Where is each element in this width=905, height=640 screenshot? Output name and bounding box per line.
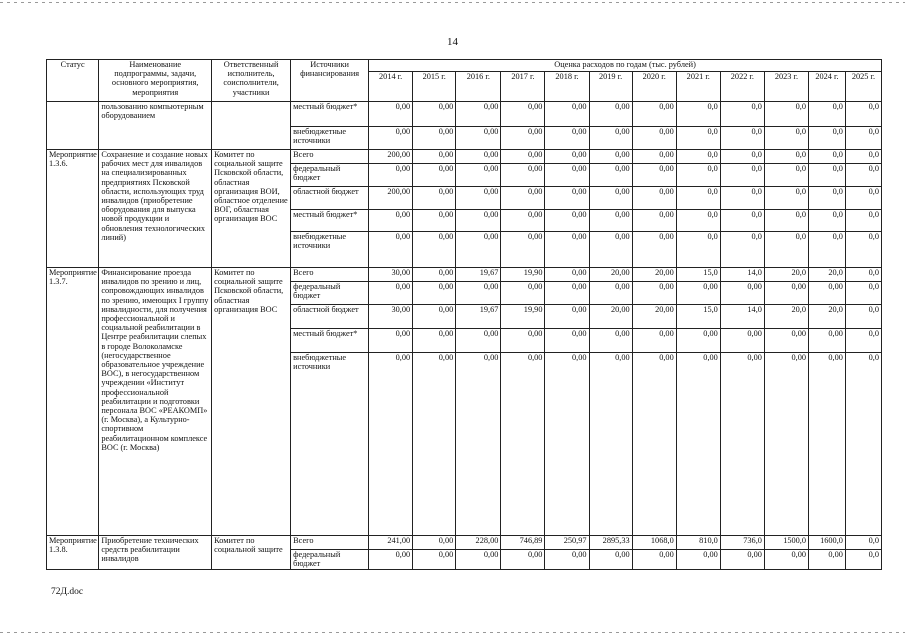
source-cell: внебюджетные источники bbox=[291, 232, 369, 268]
header-estimate: Оценка расходов по годам (тыс. рублей) bbox=[369, 60, 882, 72]
value-cell: 15,0 bbox=[676, 305, 720, 329]
value-cell: 20,00 bbox=[632, 305, 676, 329]
source-cell: местный бюджет* bbox=[291, 102, 369, 127]
value-cell: 0,0 bbox=[845, 232, 881, 268]
value-cell: 0,00 bbox=[632, 353, 676, 536]
value-cell: 746,89 bbox=[501, 536, 545, 550]
value-cell: 19,67 bbox=[456, 305, 501, 329]
value-cell: 20,0 bbox=[764, 305, 808, 329]
value-cell: 0,00 bbox=[589, 127, 632, 150]
value-cell: 0,00 bbox=[809, 282, 846, 305]
value-cell: 0,00 bbox=[545, 102, 589, 127]
page-number: 14 bbox=[447, 36, 458, 48]
value-cell: 0,00 bbox=[413, 102, 456, 127]
source-cell: внебюджетные источники bbox=[291, 127, 369, 150]
name-cell: Сохранение и создание новых рабочих мест для инвалидов на специализированных предприятиях Псковской области, использующих труд инвалидов (приобретение оборудования для выпуска новой продукции и обновления технологических линий) bbox=[99, 150, 212, 268]
value-cell: 0,0 bbox=[845, 305, 881, 329]
header-year: 2023 г. bbox=[764, 72, 808, 102]
source-cell: внебюджетные источники bbox=[291, 353, 369, 536]
value-cell: 0,00 bbox=[632, 232, 676, 268]
value-cell: 0,00 bbox=[720, 282, 764, 305]
source-cell: федеральный бюджет bbox=[291, 550, 369, 570]
header-year: 2021 г. bbox=[676, 72, 720, 102]
value-cell: 0,00 bbox=[501, 150, 545, 164]
value-cell: 0,00 bbox=[720, 329, 764, 353]
value-cell: 0,0 bbox=[845, 268, 881, 282]
value-cell: 0,00 bbox=[589, 164, 632, 187]
value-cell: 14,0 bbox=[720, 305, 764, 329]
value-cell: 1600,0 bbox=[809, 536, 846, 550]
value-cell: 0,0 bbox=[809, 127, 846, 150]
value-cell: 0,00 bbox=[764, 282, 808, 305]
value-cell: 0,00 bbox=[632, 550, 676, 570]
value-cell: 736,0 bbox=[720, 536, 764, 550]
header-year: 2022 г. bbox=[720, 72, 764, 102]
value-cell: 0,00 bbox=[545, 210, 589, 232]
value-cell: 0,0 bbox=[720, 210, 764, 232]
executor-cell: Комитет по социальной защите bbox=[212, 536, 291, 570]
header-year: 2024 г. bbox=[809, 72, 846, 102]
value-cell: 241,00 bbox=[369, 536, 413, 550]
header-year: 2014 г. bbox=[369, 72, 413, 102]
value-cell: 0,00 bbox=[720, 550, 764, 570]
value-cell: 19,67 bbox=[456, 268, 501, 282]
value-cell: 0,0 bbox=[764, 210, 808, 232]
scan-edge-bottom bbox=[0, 632, 905, 633]
source-cell: Всего bbox=[291, 268, 369, 282]
value-cell: 0,0 bbox=[809, 102, 846, 127]
value-cell: 30,00 bbox=[369, 305, 413, 329]
value-cell: 0,00 bbox=[501, 232, 545, 268]
value-cell: 0,00 bbox=[545, 232, 589, 268]
value-cell: 0,0 bbox=[845, 150, 881, 164]
value-cell: 0,0 bbox=[845, 329, 881, 353]
value-cell: 20,00 bbox=[589, 305, 632, 329]
status-cell: Мероприятие 1.3.6. bbox=[47, 150, 99, 268]
source-cell: местный бюджет* bbox=[291, 329, 369, 353]
executor-cell: Комитет по социальной защите Псковской области, областная организация ВОИ, областное отделение ВОГ, областная организация ВОС bbox=[212, 150, 291, 268]
value-cell: 0,00 bbox=[413, 187, 456, 210]
value-cell: 200,00 bbox=[369, 187, 413, 210]
value-cell: 0,00 bbox=[545, 268, 589, 282]
value-cell: 0,0 bbox=[809, 187, 846, 210]
value-cell: 0,00 bbox=[589, 150, 632, 164]
header-status: Статус bbox=[47, 60, 99, 102]
value-cell: 0,0 bbox=[845, 536, 881, 550]
source-cell: областной бюджет bbox=[291, 187, 369, 210]
value-cell: 0,00 bbox=[369, 232, 413, 268]
header-name: Наименование подпрограммы, задачи, основного мероприятия, мероприятия bbox=[99, 60, 212, 102]
value-cell: 0,00 bbox=[676, 282, 720, 305]
value-cell: 0,00 bbox=[501, 164, 545, 187]
value-cell: 0,00 bbox=[369, 282, 413, 305]
value-cell: 0,00 bbox=[764, 329, 808, 353]
value-cell: 0,00 bbox=[589, 232, 632, 268]
value-cell: 0,0 bbox=[845, 187, 881, 210]
header-source: Источники финансирования bbox=[291, 60, 369, 102]
source-cell: областной бюджет bbox=[291, 305, 369, 329]
value-cell: 20,0 bbox=[809, 268, 846, 282]
value-cell: 0,00 bbox=[545, 127, 589, 150]
value-cell: 20,00 bbox=[632, 268, 676, 282]
value-cell: 0,00 bbox=[632, 102, 676, 127]
value-cell: 0,0 bbox=[720, 150, 764, 164]
value-cell: 0,00 bbox=[809, 353, 846, 536]
value-cell: 0,00 bbox=[676, 353, 720, 536]
value-cell: 0,0 bbox=[720, 102, 764, 127]
value-cell: 2895,33 bbox=[589, 536, 632, 550]
source-cell: местный бюджет* bbox=[291, 210, 369, 232]
value-cell: 0,00 bbox=[545, 150, 589, 164]
value-cell: 0,00 bbox=[413, 305, 456, 329]
value-cell: 0,00 bbox=[501, 353, 545, 536]
value-cell: 0,00 bbox=[456, 232, 501, 268]
value-cell: 0,00 bbox=[456, 164, 501, 187]
value-cell: 0,00 bbox=[589, 102, 632, 127]
value-cell: 0,00 bbox=[456, 353, 501, 536]
value-cell: 200,00 bbox=[369, 150, 413, 164]
value-cell: 0,0 bbox=[676, 164, 720, 187]
value-cell: 0,00 bbox=[369, 164, 413, 187]
value-cell: 1500,0 bbox=[764, 536, 808, 550]
value-cell: 0,00 bbox=[589, 329, 632, 353]
budget-table bbox=[46, 59, 882, 570]
value-cell: 0,00 bbox=[764, 353, 808, 536]
value-cell: 20,0 bbox=[809, 305, 846, 329]
value-cell: 0,00 bbox=[501, 187, 545, 210]
value-cell: 19,90 bbox=[501, 268, 545, 282]
scan-edge-top bbox=[0, 2, 905, 3]
table-row bbox=[47, 536, 882, 550]
source-cell: Всего bbox=[291, 150, 369, 164]
value-cell: 0,00 bbox=[501, 102, 545, 127]
value-cell: 0,00 bbox=[456, 329, 501, 353]
value-cell: 0,00 bbox=[809, 550, 846, 570]
executor-cell: Комитет по социальной защите Псковской области, областная организация ВОС bbox=[212, 268, 291, 536]
footer-filename: 72Д.doc bbox=[51, 587, 84, 597]
header-year: 2016 г. bbox=[456, 72, 501, 102]
value-cell: 0,00 bbox=[545, 550, 589, 570]
value-cell: 0,0 bbox=[676, 232, 720, 268]
value-cell: 0,0 bbox=[809, 164, 846, 187]
source-cell: Всего bbox=[291, 536, 369, 550]
value-cell: 0,00 bbox=[809, 329, 846, 353]
header-year: 2018 г. bbox=[545, 72, 589, 102]
value-cell: 0,0 bbox=[845, 550, 881, 570]
value-cell: 0,0 bbox=[764, 127, 808, 150]
value-cell: 0,0 bbox=[764, 150, 808, 164]
header-year: 2020 г. bbox=[632, 72, 676, 102]
value-cell: 0,00 bbox=[589, 210, 632, 232]
value-cell: 0,00 bbox=[456, 127, 501, 150]
value-cell: 0,00 bbox=[545, 305, 589, 329]
value-cell: 0,00 bbox=[501, 127, 545, 150]
value-cell: 0,0 bbox=[809, 210, 846, 232]
value-cell: 0,0 bbox=[764, 102, 808, 127]
name-cell: пользованию компьютерным оборудованием bbox=[99, 102, 212, 150]
value-cell: 0,00 bbox=[369, 329, 413, 353]
value-cell: 0,0 bbox=[676, 127, 720, 150]
value-cell: 0,0 bbox=[764, 187, 808, 210]
value-cell: 0,0 bbox=[845, 210, 881, 232]
value-cell: 0,0 bbox=[809, 232, 846, 268]
value-cell: 30,00 bbox=[369, 268, 413, 282]
value-cell: 0,00 bbox=[413, 150, 456, 164]
value-cell: 0,0 bbox=[720, 187, 764, 210]
value-cell: 0,00 bbox=[456, 282, 501, 305]
name-cell: Приобретение технических средств реабилитации инвалидов bbox=[99, 536, 212, 570]
value-cell: 0,0 bbox=[764, 232, 808, 268]
value-cell: 20,0 bbox=[764, 268, 808, 282]
header-year: 2017 г. bbox=[501, 72, 545, 102]
header-year: 2015 г. bbox=[413, 72, 456, 102]
value-cell: 0,00 bbox=[501, 210, 545, 232]
value-cell: 228,00 bbox=[456, 536, 501, 550]
source-cell: федеральный бюджет bbox=[291, 164, 369, 187]
value-cell: 0,00 bbox=[632, 329, 676, 353]
value-cell: 0,0 bbox=[676, 150, 720, 164]
value-cell: 0,00 bbox=[545, 164, 589, 187]
value-cell: 0,0 bbox=[720, 127, 764, 150]
source-cell: федеральный бюджет bbox=[291, 282, 369, 305]
value-cell: 0,0 bbox=[845, 282, 881, 305]
executor-cell bbox=[212, 102, 291, 150]
value-cell: 0,0 bbox=[676, 187, 720, 210]
value-cell: 810,0 bbox=[676, 536, 720, 550]
status-cell bbox=[47, 102, 99, 150]
value-cell: 0,00 bbox=[632, 282, 676, 305]
value-cell: 250,97 bbox=[545, 536, 589, 550]
value-cell: 0,00 bbox=[589, 353, 632, 536]
value-cell: 0,00 bbox=[413, 329, 456, 353]
status-cell: Мероприятие 1.3.8. bbox=[47, 536, 99, 570]
value-cell: 0,00 bbox=[456, 102, 501, 127]
value-cell: 0,00 bbox=[369, 210, 413, 232]
value-cell: 0,00 bbox=[632, 187, 676, 210]
value-cell: 0,00 bbox=[632, 164, 676, 187]
name-cell: Финансирование проезда инвалидов по зрению и лиц, сопровождающих инвалидов по зрению, имеющих I группу инвалидности, для получения профессиональной и социальной реабилитации в Центре реабилитации слепых в городе Волоколамске (негосударственное образовательное учреждение ВОС), в негосударственном учреждении «Институт профессиональной реабилитации и подготовки персонала ВОС «РЕАКОМП» (г. Москва), а Культурно-спортивном реабилитационном комплексе ВОС (г. Москва) bbox=[99, 268, 212, 536]
value-cell: 0,00 bbox=[456, 210, 501, 232]
header-year: 2025 г. bbox=[845, 72, 881, 102]
value-cell: 0,0 bbox=[720, 164, 764, 187]
value-cell: 0,00 bbox=[413, 282, 456, 305]
value-cell: 0,00 bbox=[676, 329, 720, 353]
value-cell: 0,00 bbox=[369, 127, 413, 150]
value-cell: 0,00 bbox=[413, 536, 456, 550]
value-cell: 15,0 bbox=[676, 268, 720, 282]
value-cell: 20,00 bbox=[589, 268, 632, 282]
table-row bbox=[47, 150, 882, 164]
value-cell: 0,00 bbox=[589, 187, 632, 210]
table-row bbox=[47, 102, 882, 127]
table-header bbox=[47, 60, 882, 102]
value-cell: 0,00 bbox=[456, 550, 501, 570]
value-cell: 0,00 bbox=[413, 550, 456, 570]
value-cell: 0,00 bbox=[545, 282, 589, 305]
value-cell: 0,00 bbox=[413, 210, 456, 232]
value-cell: 0,00 bbox=[632, 210, 676, 232]
value-cell: 0,00 bbox=[413, 353, 456, 536]
value-cell: 0,0 bbox=[676, 210, 720, 232]
value-cell: 0,00 bbox=[720, 353, 764, 536]
value-cell: 19,90 bbox=[501, 305, 545, 329]
value-cell: 0,00 bbox=[413, 127, 456, 150]
value-cell: 0,00 bbox=[545, 329, 589, 353]
value-cell: 14,0 bbox=[720, 268, 764, 282]
value-cell: 0,00 bbox=[501, 282, 545, 305]
value-cell: 0,00 bbox=[501, 550, 545, 570]
value-cell: 0,00 bbox=[545, 353, 589, 536]
value-cell: 0,0 bbox=[764, 164, 808, 187]
value-cell: 0,00 bbox=[589, 550, 632, 570]
value-cell: 0,0 bbox=[845, 353, 881, 536]
status-cell: Мероприятие 1.3.7. bbox=[47, 268, 99, 536]
value-cell: 0,00 bbox=[413, 232, 456, 268]
value-cell: 0,00 bbox=[456, 187, 501, 210]
table-row bbox=[47, 268, 882, 282]
value-cell: 0,00 bbox=[545, 187, 589, 210]
value-cell: 0,00 bbox=[501, 329, 545, 353]
value-cell: 0,00 bbox=[589, 282, 632, 305]
value-cell: 0,00 bbox=[413, 268, 456, 282]
value-cell: 0,00 bbox=[764, 550, 808, 570]
value-cell: 0,0 bbox=[809, 150, 846, 164]
value-cell: 0,0 bbox=[845, 102, 881, 127]
header-executor: Ответственный исполнитель, соисполнители, участники bbox=[212, 60, 291, 102]
value-cell: 0,00 bbox=[369, 353, 413, 536]
table-body bbox=[47, 102, 882, 570]
value-cell: 0,0 bbox=[720, 232, 764, 268]
value-cell: 0,0 bbox=[845, 164, 881, 187]
value-cell: 0,00 bbox=[369, 102, 413, 127]
value-cell: 0,0 bbox=[845, 127, 881, 150]
header-year: 2019 г. bbox=[589, 72, 632, 102]
value-cell: 0,00 bbox=[413, 164, 456, 187]
value-cell: 0,00 bbox=[632, 127, 676, 150]
value-cell: 1068,0 bbox=[632, 536, 676, 550]
value-cell: 0,00 bbox=[456, 150, 501, 164]
value-cell: 0,00 bbox=[369, 550, 413, 570]
value-cell: 0,0 bbox=[676, 102, 720, 127]
value-cell: 0,00 bbox=[676, 550, 720, 570]
value-cell: 0,00 bbox=[632, 150, 676, 164]
